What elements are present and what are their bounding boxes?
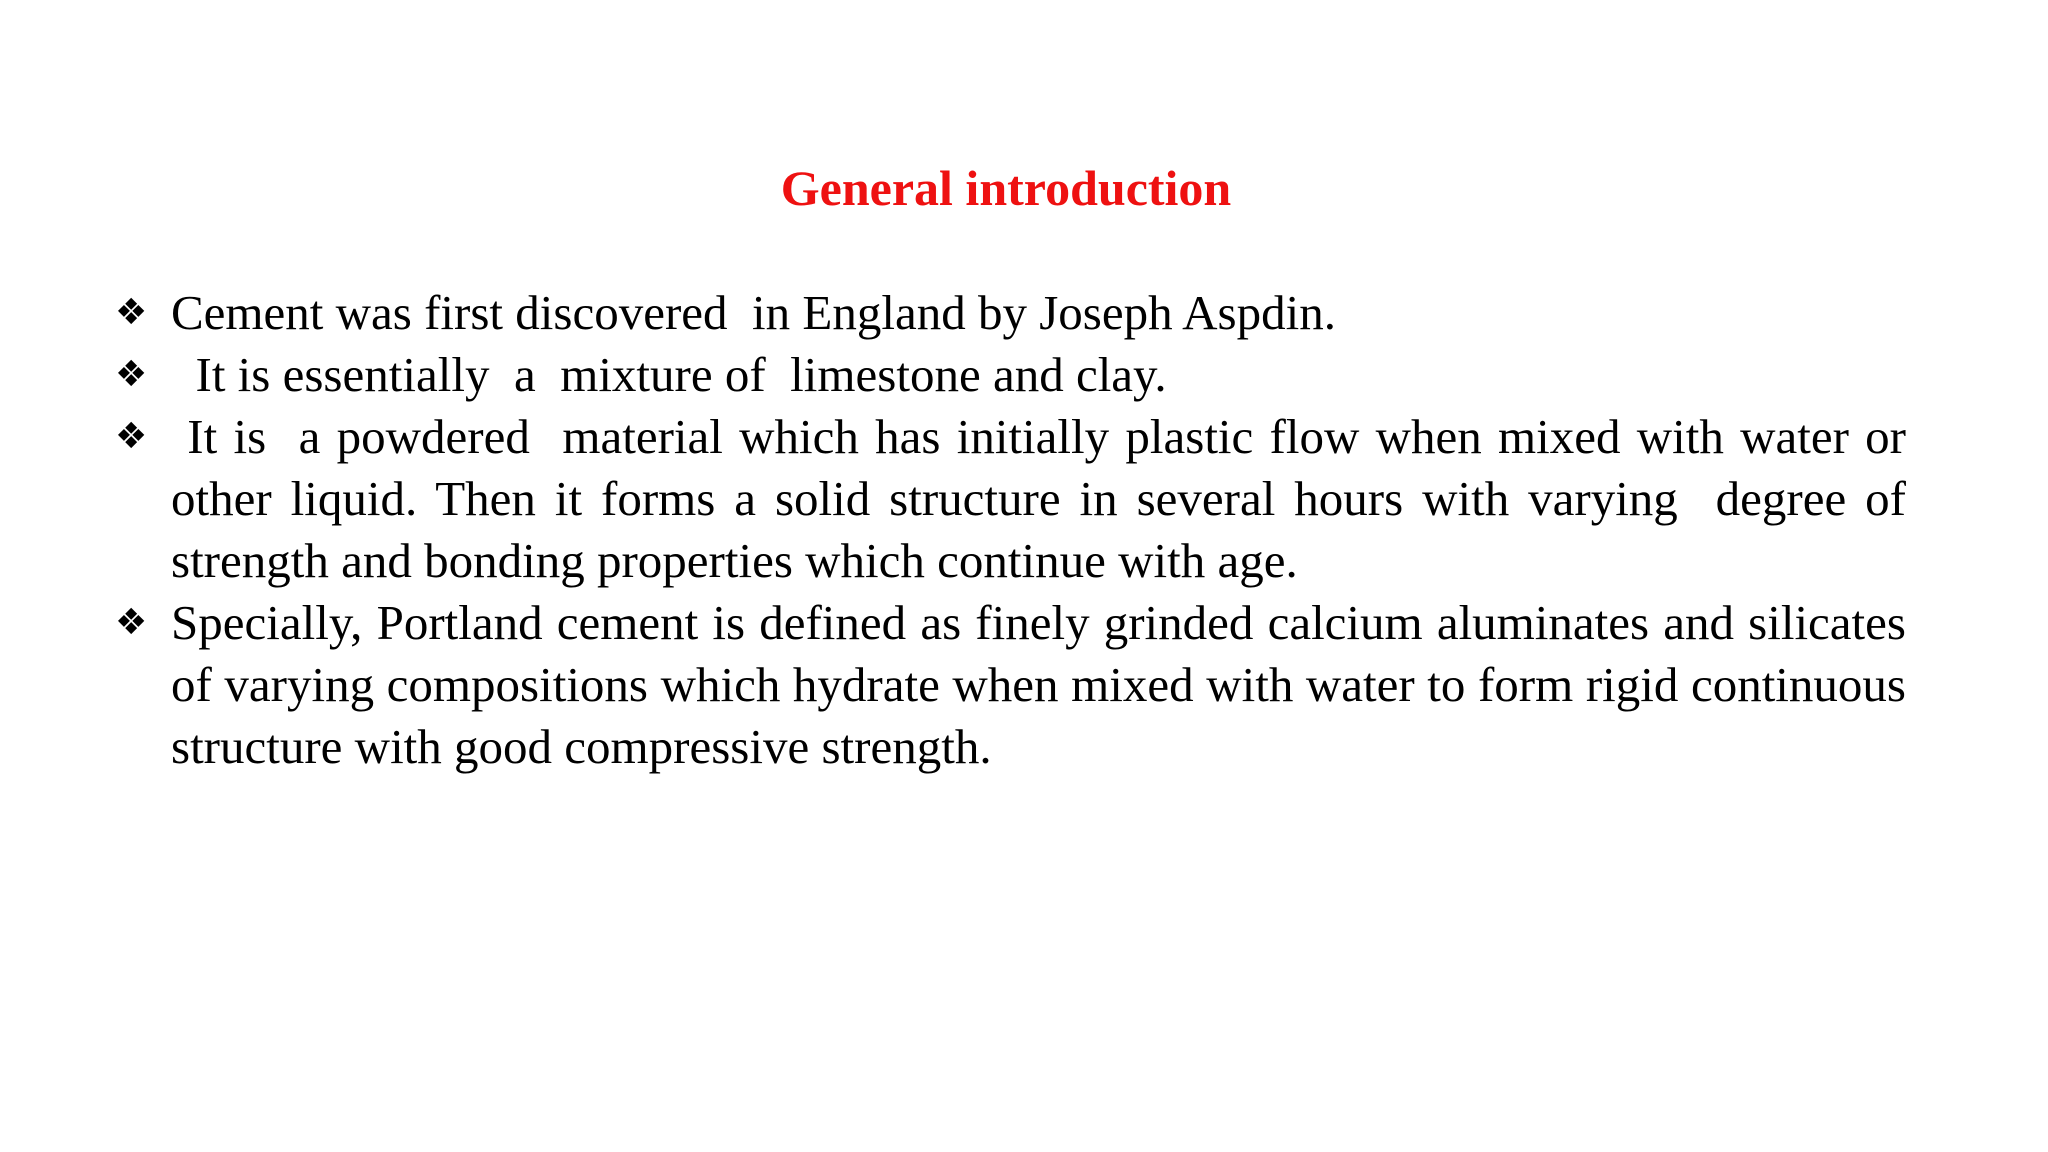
four-diamond-bullet-icon: ❖ — [115, 354, 148, 395]
four-diamond-bullet-icon: ❖ — [115, 416, 148, 457]
bullet-list — [115, 282, 1919, 778]
bullet-text: Cement was first discovered in England by Joseph Aspdin. — [171, 285, 1336, 340]
slide-title: General introduction — [780, 160, 1232, 216]
bullet-text: It is essentially a mixture of limestone and clay. — [171, 347, 1167, 402]
four-diamond-bullet-icon: ❖ — [115, 602, 148, 643]
bullet-item-2 — [115, 344, 1906, 406]
bullet-text: Specially, Portland cement is defined as finely grinded calcium aluminates and silicates of varying compositions which hydrate when mixed with water to form rigid continuous structure with good compressive strength. — [171, 595, 1919, 774]
bullet-item-1 — [115, 282, 1906, 344]
bullet-item-4 — [115, 592, 1919, 778]
bullet-text: It is a powdered material which has initially plastic flow when mixed with water or other liquid. Then it forms a solid structure in several hours with varying degree of strength and bonding properties which continue with age. — [171, 409, 1919, 588]
bullet-item-3 — [115, 406, 1919, 592]
four-diamond-bullet-icon: ❖ — [115, 292, 148, 333]
